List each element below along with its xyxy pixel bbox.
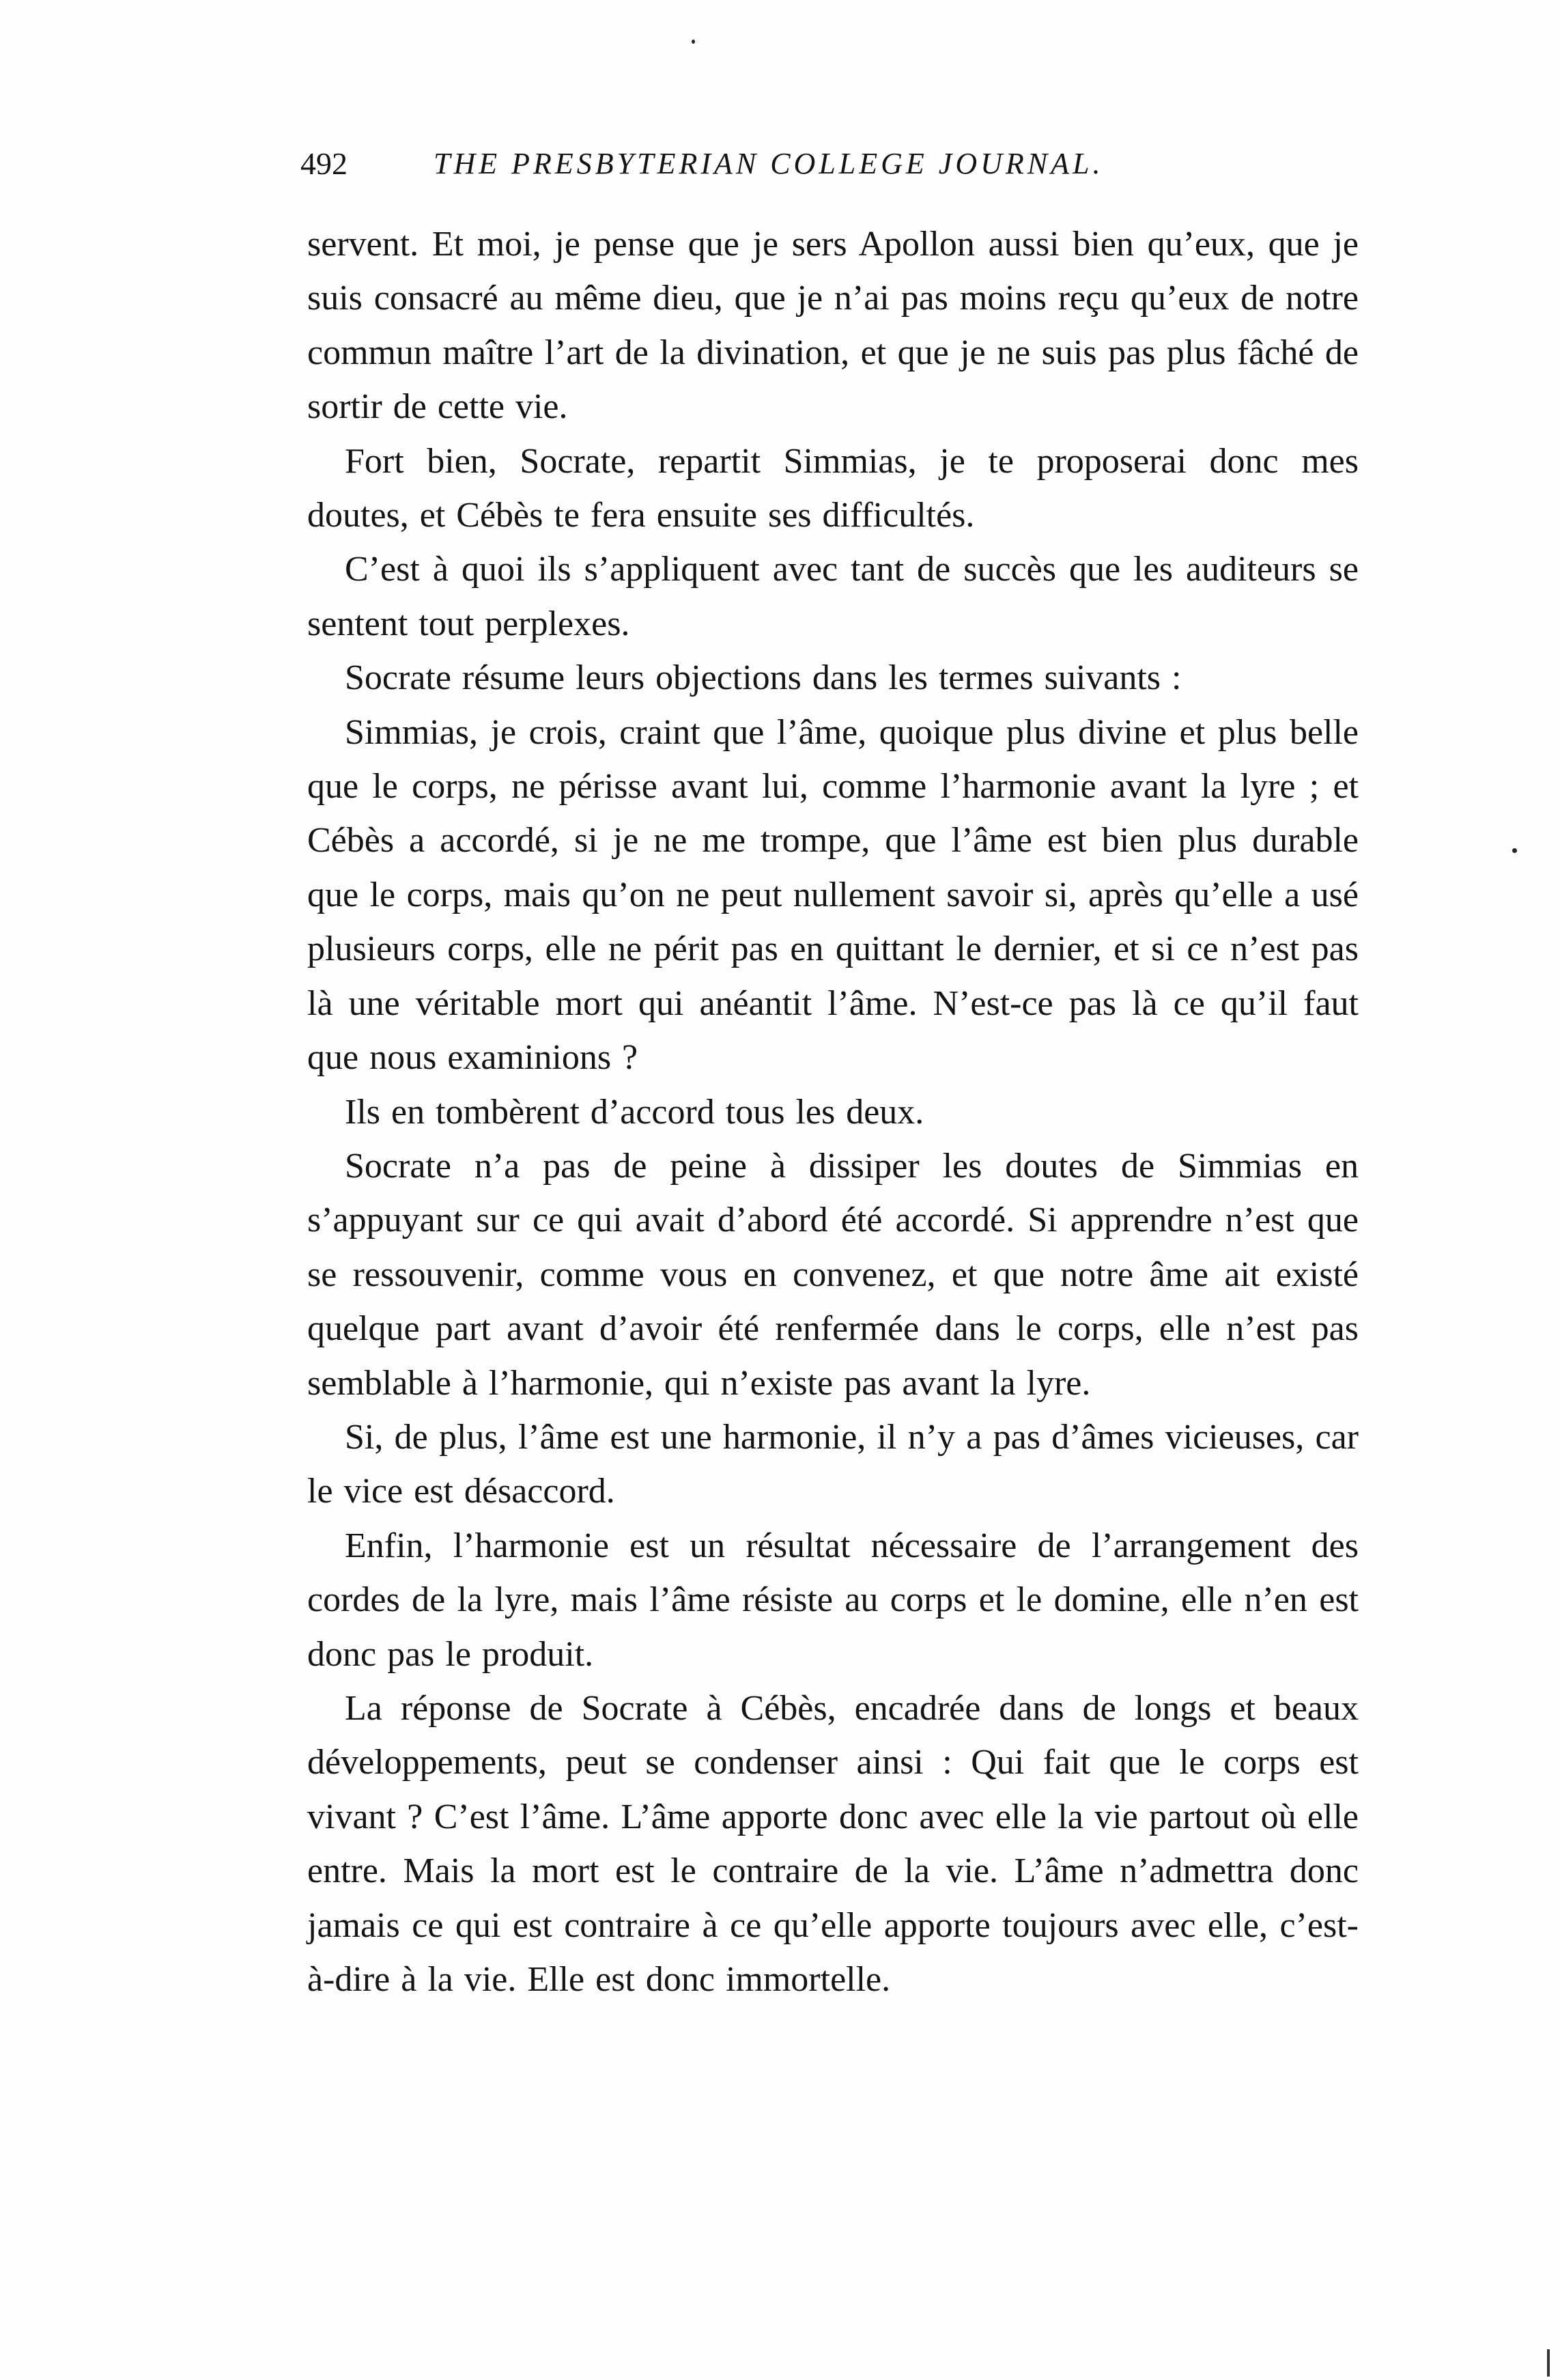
- paragraph: Ils en tombèrent d’accord tous les deux.: [345, 1092, 924, 1132]
- paragraph: Si, de plus, l’âme est une harmonie, il n’y a pas d’âmes vicieuses, car le vice est désaccord.: [307, 1417, 1359, 1511]
- body-text: [307, 217, 1359, 2006]
- paragraph: La réponse de Socrate à Cébès, encadrée dans de longs et beaux développements, peut se condenser ainsi : Qui fait que le corps est vivant ? C’est l’âme. L’âme apporte donc avec elle la vie partout où elle entre. Mais la mort est le contraire de la vie. L’âme n’admettra donc jamais ce qui est contraire à ce qu’elle apporte toujours avec elle, c’est-à-dire à la vie. Elle est donc immortelle.: [307, 1688, 1359, 1999]
- paragraph: C’est à quoi ils s’appliquent avec tant de succès que les auditeurs se sentent tout perplexes.: [307, 550, 1359, 643]
- paragraph: Fort bien, Socrate, repartit Simmias, je te proposerai donc mes doutes, et Cébès te fera ensuite ses difficultés.: [307, 441, 1359, 535]
- page-number: 492: [300, 146, 348, 181]
- paragraph: Socrate résume leurs objections dans les termes suivants :: [345, 658, 1182, 698]
- running-head: [300, 140, 1359, 188]
- paragraph: Enfin, l’harmonie est un résultat nécessaire de l’arrangement des cordes de la lyre, mais l’âme résiste au corps et le domine, elle n’en est donc pas le produit.: [307, 1526, 1359, 1674]
- paragraph: Simmias, je crois, craint que l’âme, quoique plus divine et plus belle que le corps, ne périsse avant lui, comme l’harmonie avant la lyre ; et Cébès a accordé, si je ne me trompe, que l’âme est bien plus durable que le corps, mais qu’on ne peut nullement savoir si, après qu’elle a usé plusieurs corps, elle ne périt pas en quittant le dernier, et si ce n’est pas là une véritable mort qui anéantit l’âme. N’est-ce pas là ce qu’il faut que nous examinions ?: [307, 712, 1359, 1078]
- journal-title: THE PRESBYTERIAN COLLEGE JOURNAL.: [434, 147, 1104, 180]
- paragraph: Socrate n’a pas de peine à dissiper les doutes de Simmias en s’appuyant sur ce qui avait d’abord été accordé. Si apprendre n’est que se ressouvenir, comme vous en convenez, et que notre âme ait existé quelque part avant d’avoir été renfermée dans le corps, elle n’est pas semblable à l’harmonie, qui n’existe pas avant la lyre.: [307, 1146, 1359, 1403]
- paragraph-continued: servent. Et moi, je pense que je sers Apollon aussi bien qu’eux, que je suis consacré au même dieu, que je n’ai pas moins reçu qu’eux de notre commun maître l’art de la divination, et que je ne suis pas plus fâché de sortir de cette vie.: [307, 225, 1359, 427]
- scan-edge-mark: [1547, 2349, 1550, 2377]
- print-speck: [1512, 848, 1517, 853]
- print-speck: [692, 40, 695, 44]
